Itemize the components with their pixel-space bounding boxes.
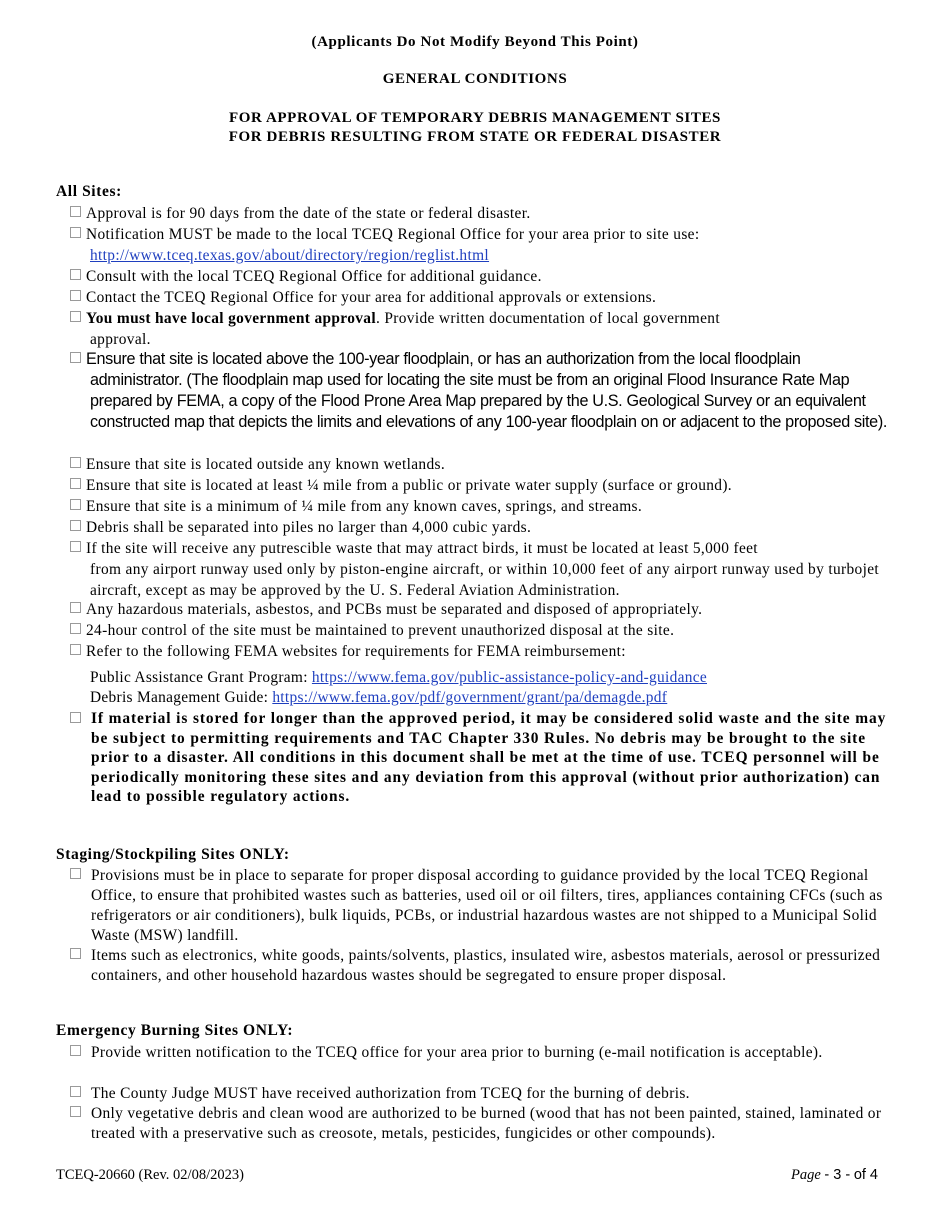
checkbox-icon bbox=[70, 227, 81, 238]
burning-heading: Emergency Burning Sites ONLY: bbox=[56, 1022, 294, 1039]
list-item: 24-hour control of the site must be maintained to prevent unauthorized disposal at the site. bbox=[70, 620, 900, 641]
checkbox-icon bbox=[70, 499, 81, 510]
list-item: Notification MUST be made to the local TCEQ Regional Office for your area prior to site use: http://www.tceq.texas.gov/about/directory/region/reglist.html bbox=[70, 224, 900, 266]
checkbox-icon bbox=[70, 290, 81, 301]
checkbox-icon bbox=[70, 868, 81, 879]
applicant-notice: (Applicants Do Not Modify Beyond This Point) bbox=[311, 34, 639, 50]
list-item: Ensure that site is a minimum of ¼ mile from any known caves, springs, and streams. bbox=[70, 496, 900, 517]
checkbox-icon bbox=[70, 478, 81, 489]
list-item: Refer to the following FEMA websites for requirements for FEMA reimbursement: bbox=[70, 641, 900, 662]
list-item: Debris shall be separated into piles no larger than 4,000 cubic yards. bbox=[70, 517, 900, 538]
form-id: TCEQ-20660 (Rev. 02/08/2023) bbox=[56, 1167, 244, 1183]
page-number: Page - 3 - of 4 bbox=[790, 1167, 878, 1183]
subtitle-line-1: FOR APPROVAL OF TEMPORARY DEBRIS MANAGEMENT SITES bbox=[229, 110, 721, 126]
checkbox-icon bbox=[70, 602, 81, 613]
checkbox-icon bbox=[70, 948, 81, 959]
checkbox-icon bbox=[70, 269, 81, 280]
checkbox-icon bbox=[70, 311, 81, 322]
fema-pa-link[interactable]: https://www.fema.gov/public-assistance-policy-and-guidance bbox=[311, 669, 707, 686]
regional-office-link[interactable]: http://www.tceq.texas.gov/about/directory/region/reglist.html bbox=[90, 247, 490, 264]
list-item: You must have local government approval. Provide written documentation of local government approval. bbox=[70, 308, 900, 350]
checkbox-icon bbox=[70, 1086, 81, 1097]
checkbox-icon bbox=[70, 712, 81, 723]
checkbox-icon bbox=[70, 1045, 81, 1056]
list-item: Contact the TCEQ Regional Office for your area for additional approvals or extensions. bbox=[70, 287, 900, 308]
fema-dm-link[interactable]: https://www.fema.gov/pdf/government/grant/pa/demagde.pdf bbox=[272, 689, 668, 706]
list-item: Ensure that site is located above the 100-year floodplain, or has an authorization from the local floodplain administrator. (The floodplain map used for locating the site must be from an original Flood Insurance Rate Map prepared by FEMA, a copy of the Flood Prone Area Map prepared by the U.S. Geological Survey or an equivalent constructed map that depicts the limits and elevations of any 100-year floodplain on or adjacent to the proposed site). bbox=[70, 349, 900, 433]
checkbox-icon bbox=[70, 644, 81, 655]
checkbox-icon bbox=[70, 206, 81, 217]
checkbox-icon bbox=[70, 1106, 81, 1117]
checkbox-icon bbox=[70, 520, 81, 531]
all-sites-heading: All Sites: bbox=[56, 183, 122, 200]
warning-item: If material is stored for longer than the approved period, it may be considered solid waste and the site may be subject to permitting requirements and TAC Chapter 330 Rules. No debris may be brought to the site prior to a disaster. All conditions in this document shall be met at the time of use. TCEQ personnel will be periodically monitoring these sites and any deviation from this approval (without prior authorization) can lead to possible regulatory actions. bbox=[70, 710, 890, 806]
list-item: If the site will receive any putrescible waste that may attract birds, it must be located at least 5,000 feet from any airport runway used only by piston-engine aircraft, or within 10,000 feet of any airport runway used by turbojet aircraft, except as may be approved by the U. S. Federal Aviation Administration. bbox=[70, 538, 900, 601]
list-item: Ensure that site is located outside any known wetlands. bbox=[70, 454, 900, 475]
list-item: Only vegetative debris and clean wood are authorized to be burned (wood that has not been painted, stained, laminated or treated with a preservative such as creosote, metals, pesticides, fungicides or other compounds). bbox=[70, 1104, 885, 1144]
list-item: Provisions must be in place to separate for proper disposal according to guidance provided by the local TCEQ Regional Office, to ensure that prohibited wastes such as batteries, used oil or oil filters, tires, appliances containing CFCs (such as refrigerators or air conditioners), bulk liquids, PCBs, or industrial hazardous wastes are not shipped to a Municipal Solid Waste (MSW) landfill. bbox=[70, 866, 900, 946]
page-title: GENERAL CONDITIONS bbox=[382, 71, 568, 87]
list-item: Approval is for 90 days from the date of the state or federal disaster. bbox=[70, 203, 900, 224]
subtitle-line-2: FOR DEBRIS RESULTING FROM STATE OR FEDERAL DISASTER bbox=[228, 129, 722, 145]
list-item: Consult with the local TCEQ Regional Office for additional guidance. bbox=[70, 266, 900, 287]
checkbox-icon bbox=[70, 352, 81, 363]
checkbox-icon bbox=[70, 623, 81, 634]
checkbox-icon bbox=[70, 457, 81, 468]
list-item: Provide written notification to the TCEQ office for your area prior to burning (e-mail notification is acceptable). bbox=[70, 1043, 860, 1063]
list-item: The County Judge MUST have received authorization from TCEQ for the burning of debris. bbox=[70, 1084, 900, 1104]
list-item: Items such as electronics, white goods, paints/solvents, plastics, insulated wire, asbestos materials, aerosol or pressurized containers, and other household hazardous wastes should be segregated to ensure proper disposal. bbox=[70, 946, 900, 986]
fema-pa-resource: Public Assistance Grant Program: https://www.fema.gov/public-assistance-policy-and-guidance bbox=[90, 669, 707, 686]
fema-dm-resource: Debris Management Guide: https://www.fema.gov/pdf/government/grant/pa/demagde.pdf bbox=[90, 689, 668, 706]
list-item: Any hazardous materials, asbestos, and PCBs must be separated and disposed of appropriately. bbox=[70, 599, 900, 620]
list-item: Ensure that site is located at least ¼ mile from a public or private water supply (surface or ground). bbox=[70, 475, 900, 496]
checkbox-icon bbox=[70, 541, 81, 552]
staging-heading: Staging/Stockpiling Sites ONLY: bbox=[56, 846, 290, 863]
